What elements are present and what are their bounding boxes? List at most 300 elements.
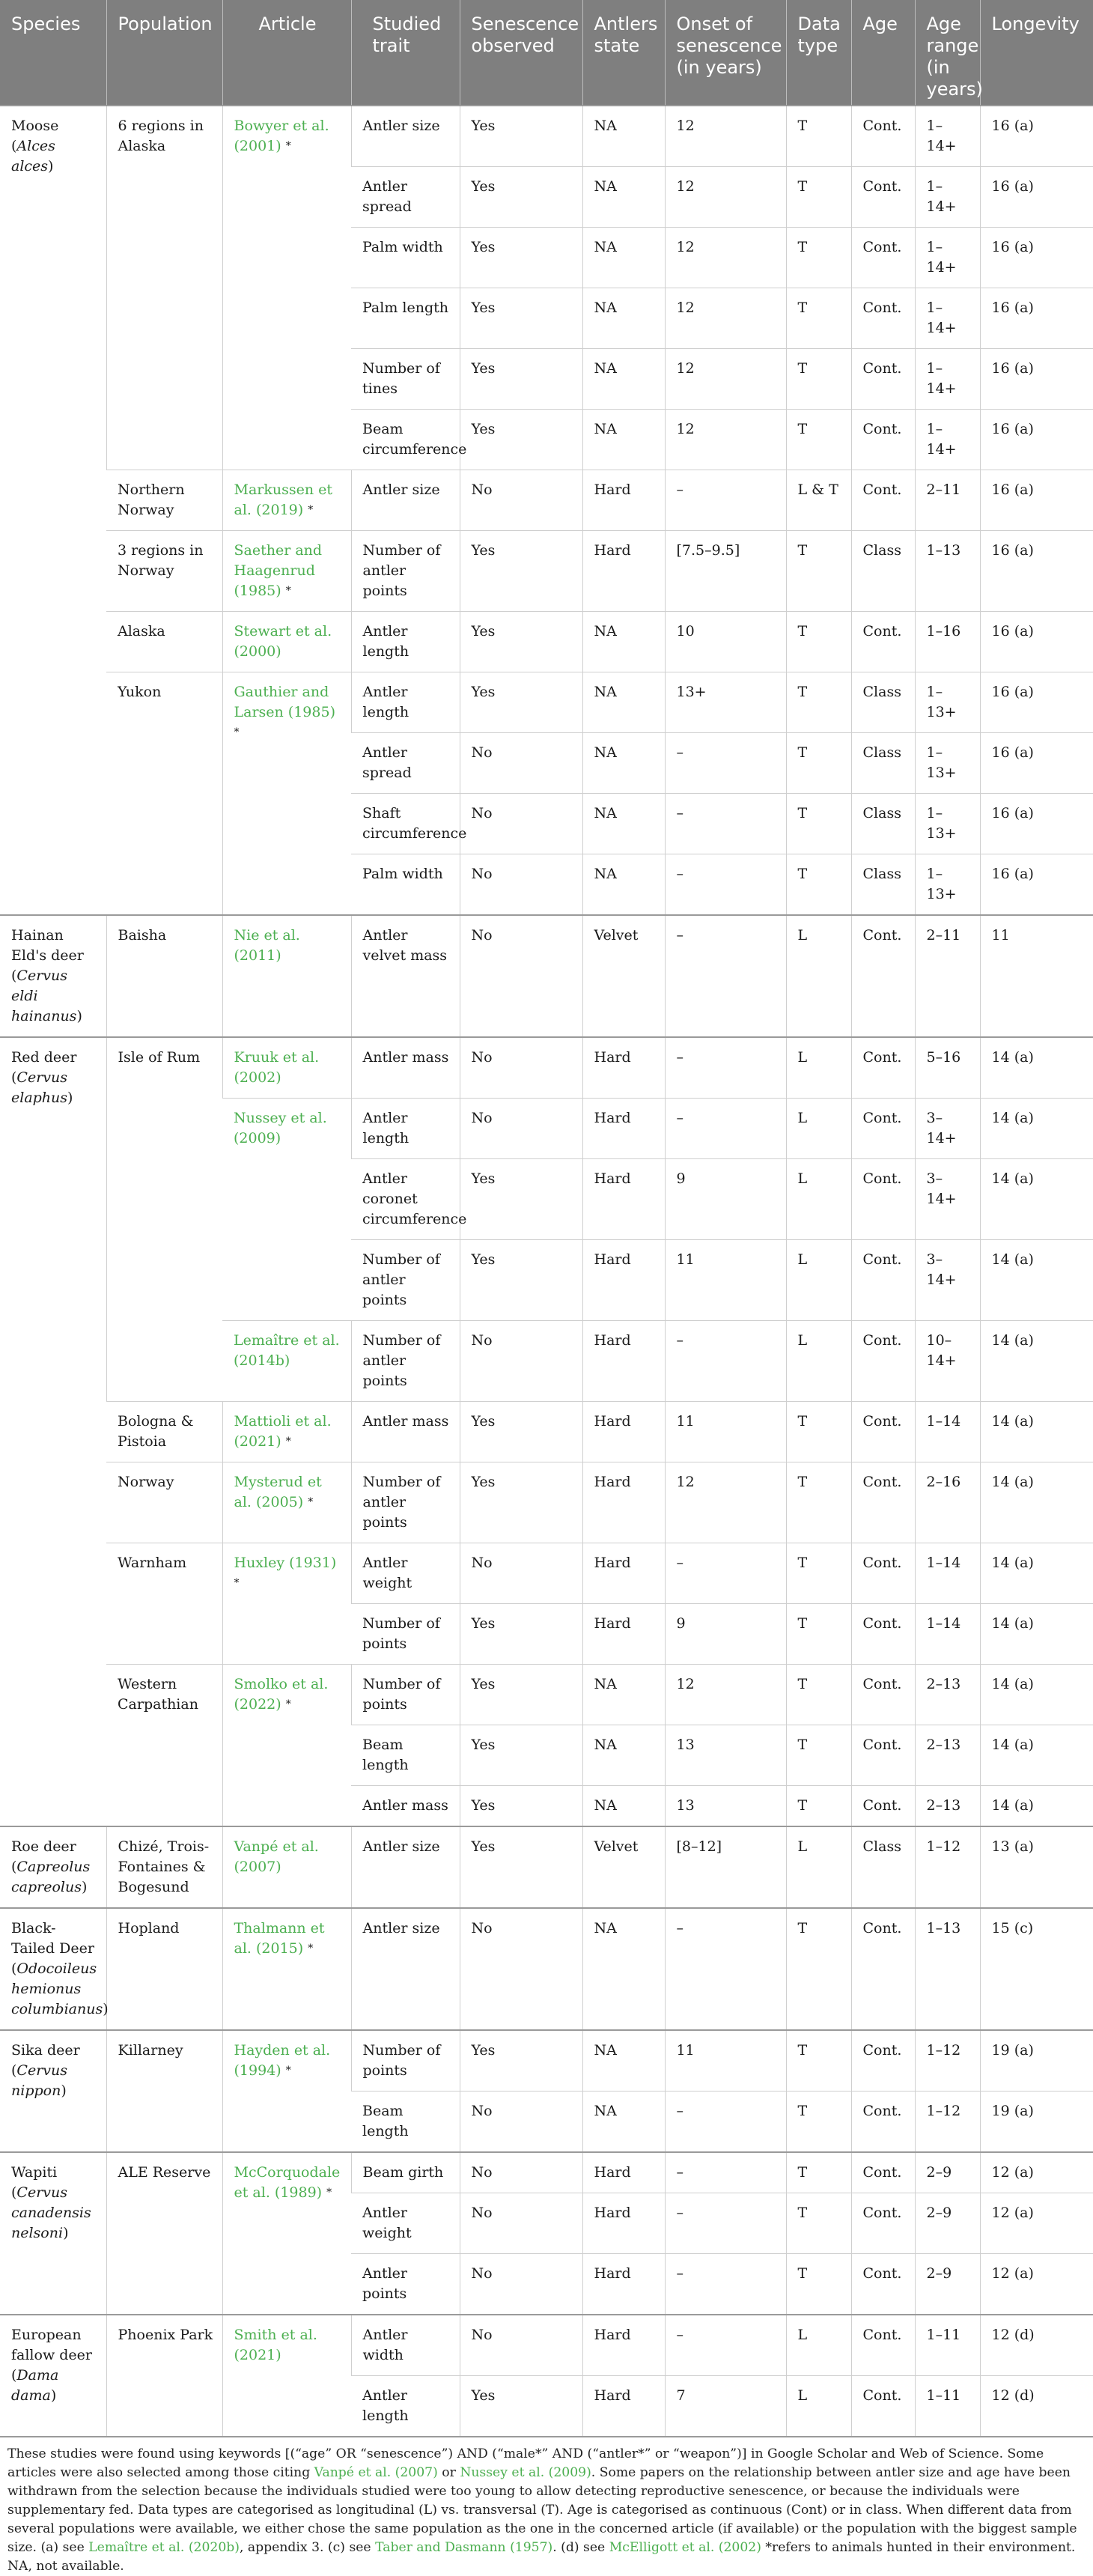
article-citation-link[interactable]: Stewart et al. (2000) — [234, 623, 332, 660]
trait-cell: Antler velvet mass — [351, 915, 460, 1037]
antlers-state-cell: NA — [582, 349, 665, 410]
species-name: Black-Tailed Deer — [11, 1920, 94, 1957]
population-cell: Western Carpathian — [106, 1665, 222, 1827]
trait-cell: Shaft circumference — [351, 794, 460, 854]
age-cell: Cont. — [851, 349, 915, 410]
table-row — [0, 1037, 1093, 1099]
data-type-cell: L — [786, 915, 851, 1037]
age-range-cell: 1–13+ — [915, 854, 980, 916]
longevity-cell: 16 (a) — [980, 612, 1093, 672]
age-cell: Cont. — [851, 2030, 915, 2092]
trait-cell: Beam circumference — [351, 410, 460, 470]
article-citation-link[interactable]: Nussey et al. (2009) — [234, 1110, 327, 1146]
age-range-cell: 2–11 — [915, 470, 980, 531]
antlers-state-cell: Velvet — [582, 915, 665, 1037]
article-cell — [222, 1037, 351, 1099]
antlers-state-cell: Hard — [582, 2254, 665, 2315]
longevity-cell: 12 (a) — [980, 2152, 1093, 2193]
col-article-header: Article — [222, 0, 351, 106]
population-cell: Phoenix Park — [106, 2315, 222, 2436]
population-cell: 6 regions in Alaska — [106, 106, 222, 470]
footnote-citation-vanpe[interactable]: Vanpé et al. (2007) — [314, 2465, 438, 2480]
age-range-cell: 1–14+ — [915, 228, 980, 288]
data-type-cell: L — [786, 1099, 851, 1159]
senescence-cell: Yes — [460, 672, 582, 733]
longevity-cell: 19 (a) — [980, 2030, 1093, 2092]
longevity-cell: 16 (a) — [980, 410, 1093, 470]
senescence-cell: Yes — [460, 2030, 582, 2092]
trait-cell: Antler size — [351, 1908, 460, 2030]
onset-cell: – — [665, 2315, 786, 2376]
data-type-cell: T — [786, 228, 851, 288]
longevity-cell: 14 (a) — [980, 1037, 1093, 1099]
age-range-cell: 1–14+ — [915, 410, 980, 470]
trait-cell: Antler width — [351, 2315, 460, 2376]
article-cell — [222, 1543, 351, 1665]
age-cell: Cont. — [851, 2315, 915, 2376]
onset-cell: 9 — [665, 1604, 786, 1665]
senescence-cell: No — [460, 2254, 582, 2315]
data-type-cell: L — [786, 1321, 851, 1402]
antlers-state-cell: NA — [582, 106, 665, 167]
senescence-cell: No — [460, 854, 582, 916]
table-row — [0, 1543, 1093, 1604]
longevity-cell: 14 (a) — [980, 1604, 1093, 1665]
age-range-cell: 1–14+ — [915, 167, 980, 228]
species-cell: Moose (Alces alces) — [0, 106, 106, 915]
senescence-cell: No — [460, 1037, 582, 1099]
species-scientific-name: Cervus canadensis nelsoni — [11, 2184, 91, 2241]
population-cell: Hopland — [106, 1908, 222, 2030]
table-row — [0, 1665, 1093, 1725]
species-scientific-name: Dama dama — [11, 2367, 59, 2404]
longevity-cell: 16 (a) — [980, 672, 1093, 733]
onset-cell: 12 — [665, 1462, 786, 1543]
antlers-state-cell: Hard — [582, 1543, 665, 1604]
species-scientific-name: Cervus elaphus — [11, 1069, 68, 1106]
onset-cell: 12 — [665, 288, 786, 349]
age-cell: Class — [851, 531, 915, 612]
senescence-cell: Yes — [460, 1604, 582, 1665]
age-range-cell: 1–14+ — [915, 106, 980, 167]
data-type-cell: T — [786, 2254, 851, 2315]
data-type-cell: T — [786, 1604, 851, 1665]
senescence-cell: No — [460, 1543, 582, 1604]
age-range-cell: 1–11 — [915, 2315, 980, 2376]
age-cell: Cont. — [851, 2152, 915, 2193]
data-type-cell: T — [786, 612, 851, 672]
longevity-cell: 11 — [980, 915, 1093, 1037]
senescence-cell: Yes — [460, 1402, 582, 1462]
antlers-state-cell: Hard — [582, 1159, 665, 1240]
data-type-cell: T — [786, 1786, 851, 1827]
trait-cell: Number of antler points — [351, 1462, 460, 1543]
article-citation-link[interactable]: Bowyer et al. (2001) — [234, 118, 329, 154]
data-type-cell: T — [786, 1665, 851, 1725]
data-type-cell: L & T — [786, 470, 851, 531]
col-data-type-header: Data type — [786, 0, 851, 106]
longevity-cell: 12 (d) — [980, 2376, 1093, 2437]
article-cell — [222, 531, 351, 612]
longevity-cell: 19 (a) — [980, 2092, 1093, 2153]
senescence-cell: Yes — [460, 1159, 582, 1240]
data-type-cell: T — [786, 1725, 851, 1786]
age-cell: Cont. — [851, 470, 915, 531]
trait-cell: Antler length — [351, 672, 460, 733]
species-cell: Red deer (Cervus elaphus) — [0, 1037, 106, 1826]
age-range-cell: 2–13 — [915, 1786, 980, 1827]
col-senescence-header: Senescence observed — [460, 0, 582, 106]
species-name: Sika deer — [11, 2042, 80, 2059]
age-cell: Cont. — [851, 1099, 915, 1159]
longevity-cell: 16 (a) — [980, 531, 1093, 612]
age-cell: Cont. — [851, 915, 915, 1037]
species-scientific-name: Odocoileus hemionus columbianus — [11, 1960, 103, 2017]
longevity-cell: 14 (a) — [980, 1159, 1093, 1240]
age-range-cell: 2–9 — [915, 2193, 980, 2254]
footnote-citation-taber[interactable]: Taber and Dasmann (1957) — [375, 2540, 553, 2555]
antlers-state-cell: NA — [582, 672, 665, 733]
trait-cell: Antler mass — [351, 1786, 460, 1827]
col-onset-header: Onset of senescence (in years) — [665, 0, 786, 106]
article-cell — [222, 1908, 351, 2030]
article-citation-link[interactable]: Markussen et al. (2019) — [234, 482, 333, 518]
data-type-cell: T — [786, 1543, 851, 1604]
article-citation-link[interactable]: Mattioli et al. (2021) — [234, 1413, 332, 1450]
senescence-cell: No — [460, 1321, 582, 1402]
onset-cell: 13 — [665, 1786, 786, 1827]
table-row — [0, 531, 1093, 612]
population-cell: 3 regions in Norway — [106, 531, 222, 612]
article-cell — [222, 1099, 351, 1321]
article-cell — [222, 1402, 351, 1462]
age-range-cell: 10–14+ — [915, 1321, 980, 1402]
age-cell: Cont. — [851, 1240, 915, 1321]
onset-cell: 12 — [665, 228, 786, 288]
article-citation-link[interactable]: Vanpé et al. (2007) — [234, 1838, 319, 1875]
age-range-cell: 1–13 — [915, 1908, 980, 2030]
antlers-state-cell: NA — [582, 288, 665, 349]
species-name: Wapiti — [11, 2164, 58, 2181]
age-cell: Cont. — [851, 1543, 915, 1604]
table-footnote — [0, 2436, 1093, 2576]
age-cell: Cont. — [851, 1604, 915, 1665]
hunted-marker: * — [285, 1698, 291, 1710]
onset-cell: 12 — [665, 167, 786, 228]
article-cell — [222, 672, 351, 916]
antlers-state-cell: NA — [582, 733, 665, 794]
antlers-state-cell: NA — [582, 1725, 665, 1786]
age-cell: Cont. — [851, 1908, 915, 2030]
footnote-citation-nussey[interactable]: Nussey et al. (2009) — [460, 2465, 591, 2480]
table-row — [0, 2315, 1093, 2376]
article-cell — [222, 2152, 351, 2315]
article-citation-link[interactable]: Nie et al. (2011) — [234, 927, 300, 964]
senescence-cell: Yes — [460, 167, 582, 228]
longevity-cell: 14 (a) — [980, 1462, 1093, 1543]
antlers-state-cell: Hard — [582, 1402, 665, 1462]
data-type-cell: L — [786, 1159, 851, 1240]
data-type-cell: T — [786, 672, 851, 733]
table-row — [0, 915, 1093, 1037]
trait-cell: Antler size — [351, 470, 460, 531]
data-type-cell: T — [786, 106, 851, 167]
article-cell — [222, 1321, 351, 1402]
senescence-cell: Yes — [460, 1240, 582, 1321]
article-citation-link[interactable]: Mysterud et al. (2005) — [234, 1474, 322, 1510]
longevity-cell: 14 (a) — [980, 1240, 1093, 1321]
footnote-text-5: . (d) see — [552, 2540, 609, 2555]
age-range-cell: 1–12 — [915, 2030, 980, 2092]
antlers-state-cell: Hard — [582, 470, 665, 531]
age-range-cell: 1–13+ — [915, 794, 980, 854]
footnote-text-1: These studies were found using keywords [(“age” OR “senescence”) AND (“male*” AND (“antler*” or “weapon”)] in Google Scholar and Web of Science. Some articles were also selected among those citing — [7, 2446, 1044, 2480]
age-cell: Cont. — [851, 288, 915, 349]
age-cell: Class — [851, 854, 915, 916]
age-cell: Cont. — [851, 106, 915, 167]
article-cell — [222, 1665, 351, 1827]
age-range-cell: 2–9 — [915, 2152, 980, 2193]
data-type-cell: T — [786, 2193, 851, 2254]
senescence-cell: No — [460, 733, 582, 794]
species-cell: Wapiti (Cervus canadensis nelsoni) — [0, 2152, 106, 2315]
trait-cell: Antler mass — [351, 1402, 460, 1462]
longevity-cell: 16 (a) — [980, 228, 1093, 288]
onset-cell: – — [665, 915, 786, 1037]
antlers-state-cell: Hard — [582, 1099, 665, 1159]
longevity-cell: 14 (a) — [980, 1786, 1093, 1827]
footnote-text-6: *refers to animals hunted in their environment. NA, not available. — [7, 2540, 1076, 2574]
senescence-cell: Yes — [460, 349, 582, 410]
age-cell: Cont. — [851, 1665, 915, 1725]
age-range-cell: 1–14 — [915, 1543, 980, 1604]
table-row — [0, 1826, 1093, 1908]
table-row — [0, 672, 1093, 733]
article-citation-link[interactable]: Hayden et al. (1994) — [234, 2042, 331, 2079]
antlers-state-cell: NA — [582, 1786, 665, 1827]
trait-cell: Beam length — [351, 2092, 460, 2153]
species-name: Moose — [11, 118, 59, 134]
age-cell: Cont. — [851, 228, 915, 288]
age-cell: Cont. — [851, 1159, 915, 1240]
article-citation-link[interactable]: Lemaître et al. (2014b) — [234, 1332, 340, 1369]
longevity-cell: 14 (a) — [980, 1543, 1093, 1604]
age-range-cell: 3–14+ — [915, 1159, 980, 1240]
senescence-cell: Yes — [460, 228, 582, 288]
article-citation-link[interactable]: McCorquodale et al. (1989) — [234, 2164, 341, 2201]
table-row — [0, 2152, 1093, 2193]
article-citation-link[interactable]: Saether and Haagenrud (1985) — [234, 542, 323, 599]
age-range-cell: 1–14 — [915, 1604, 980, 1665]
data-type-cell: T — [786, 733, 851, 794]
onset-cell: 12 — [665, 410, 786, 470]
trait-cell: Beam girth — [351, 2152, 460, 2193]
data-type-cell: L — [786, 1240, 851, 1321]
article-citation-link[interactable]: Thalmann et al. (2015) — [234, 1920, 325, 1957]
article-citation-link[interactable]: Smith et al. (2021) — [234, 2327, 317, 2363]
trait-cell: Beam length — [351, 1725, 460, 1786]
population-cell: Warnham — [106, 1543, 222, 1665]
data-type-cell: L — [786, 1037, 851, 1099]
article-citation-link[interactable]: Gauthier and Larsen (1985) — [234, 684, 335, 720]
senescence-cell: No — [460, 2152, 582, 2193]
data-type-cell: T — [786, 2030, 851, 2092]
age-cell: Cont. — [851, 1725, 915, 1786]
species-cell: Sika deer (Cervus nippon) — [0, 2030, 106, 2152]
onset-cell: – — [665, 1099, 786, 1159]
trait-cell: Antler points — [351, 2254, 460, 2315]
population-cell: Baisha — [106, 915, 222, 1037]
age-cell: Cont. — [851, 2092, 915, 2153]
article-cell — [222, 1826, 351, 1908]
trait-cell: Number of points — [351, 1665, 460, 1725]
article-cell — [222, 612, 351, 672]
species-cell: European fallow deer (Dama dama) — [0, 2315, 106, 2436]
table-row — [0, 106, 1093, 167]
population-cell: Alaska — [106, 612, 222, 672]
col-longevity-header: Longevity — [980, 0, 1093, 106]
data-type-cell: T — [786, 2152, 851, 2193]
longevity-cell: 16 (a) — [980, 349, 1093, 410]
age-cell: Cont. — [851, 1321, 915, 1402]
species-name: Roe deer — [11, 1838, 76, 1855]
senescence-cell: No — [460, 470, 582, 531]
data-type-cell: T — [786, 854, 851, 916]
data-type-cell: L — [786, 2315, 851, 2376]
species-name: Red deer — [11, 1049, 77, 1066]
trait-cell: Antler coronet circumference — [351, 1159, 460, 1240]
species-scientific-name: Cervus eldi hainanus — [11, 967, 77, 1024]
footnote-text-3: . Some papers on the relationship between antler size and age have been withdrawn from the selection because the individuals studied were too young to allow detecting reproductive senescence, or because the individuals were supplementary fed. Data types are categorised as longitudinal (L) vs. transversal (T). Age is categorised as continuous (Cont) or in class. When different data from several populations were available, we either chose the same population as the one in the concerned article (if available) or the population with the biggest sample size. (a) see — [7, 2465, 1077, 2555]
trait-cell: Antler length — [351, 1099, 460, 1159]
species-scientific-name: Cervus nippon — [11, 2062, 68, 2099]
antlers-state-cell: NA — [582, 228, 665, 288]
col-age-header: Age — [851, 0, 915, 106]
longevity-cell: 16 (a) — [980, 288, 1093, 349]
col-antlers-state-header: Antlers state — [582, 0, 665, 106]
data-type-cell: T — [786, 794, 851, 854]
antlers-state-cell: NA — [582, 1908, 665, 2030]
longevity-cell: 12 (a) — [980, 2193, 1093, 2254]
longevity-cell: 12 (a) — [980, 2254, 1093, 2315]
trait-cell: Antler weight — [351, 1543, 460, 1604]
onset-cell: – — [665, 2152, 786, 2193]
data-type-cell: T — [786, 410, 851, 470]
trait-cell: Palm width — [351, 228, 460, 288]
age-cell: Cont. — [851, 1037, 915, 1099]
trait-cell: Number of points — [351, 1604, 460, 1665]
header-row — [0, 0, 1093, 106]
footnote-citation-lemaitre[interactable]: Lemaître et al. (2020b) — [88, 2540, 240, 2555]
article-cell — [222, 1462, 351, 1543]
senescence-cell: Yes — [460, 106, 582, 167]
senescence-cell: Yes — [460, 1826, 582, 1908]
age-cell: Cont. — [851, 1786, 915, 1827]
trait-cell: Antler size — [351, 1826, 460, 1908]
onset-cell: – — [665, 2092, 786, 2153]
species-scientific-name: Capreolus capreolus — [11, 1859, 91, 1895]
age-range-cell: 2–13 — [915, 1665, 980, 1725]
onset-cell: – — [665, 1908, 786, 2030]
senescence-cell: No — [460, 2315, 582, 2376]
trait-cell: Palm length — [351, 288, 460, 349]
article-cell — [222, 2315, 351, 2436]
antlers-state-cell: Hard — [582, 531, 665, 612]
onset-cell: – — [665, 733, 786, 794]
onset-cell: [8–12] — [665, 1826, 786, 1908]
senescence-cell: No — [460, 1908, 582, 2030]
article-citation-link[interactable]: Huxley (1931) — [234, 1555, 337, 1571]
onset-cell: – — [665, 794, 786, 854]
age-range-cell: 1–13 — [915, 531, 980, 612]
table-row — [0, 1402, 1093, 1462]
hunted-marker: * — [285, 1436, 291, 1448]
age-range-cell: 2–11 — [915, 915, 980, 1037]
age-cell: Class — [851, 794, 915, 854]
longevity-cell: 14 (a) — [980, 1402, 1093, 1462]
onset-cell: 12 — [665, 106, 786, 167]
trait-cell: Number of tines — [351, 349, 460, 410]
age-cell: Cont. — [851, 612, 915, 672]
hunted-marker: * — [326, 2187, 332, 2199]
trait-cell: Palm width — [351, 854, 460, 916]
footnote-citation-mcelligott[interactable]: McElligott et al. (2002) — [609, 2540, 761, 2555]
antlers-state-cell: NA — [582, 794, 665, 854]
population-cell: Isle of Rum — [106, 1037, 222, 1402]
onset-cell: 10 — [665, 612, 786, 672]
onset-cell: 13 — [665, 1725, 786, 1786]
senescence-cell: Yes — [460, 1462, 582, 1543]
antlers-state-cell: Hard — [582, 1462, 665, 1543]
age-cell: Cont. — [851, 2376, 915, 2437]
onset-cell: – — [665, 854, 786, 916]
article-citation-link[interactable]: Kruuk et al. (2002) — [234, 1049, 320, 1086]
onset-cell: 13+ — [665, 672, 786, 733]
trait-cell: Antler length — [351, 2376, 460, 2437]
age-cell: Class — [851, 672, 915, 733]
longevity-cell: 16 (a) — [980, 854, 1093, 916]
longevity-cell: 16 (a) — [980, 106, 1093, 167]
antlers-state-cell: NA — [582, 2030, 665, 2092]
antlers-state-cell: NA — [582, 167, 665, 228]
col-trait-header: Studied trait — [351, 0, 460, 106]
onset-cell: 7 — [665, 2376, 786, 2437]
article-citation-link[interactable]: Smolko et al. (2022) — [234, 1676, 329, 1713]
table-body — [0, 106, 1093, 2436]
longevity-cell: 12 (d) — [980, 2315, 1093, 2376]
col-population-header: Population — [106, 0, 222, 106]
senescence-cell: Yes — [460, 531, 582, 612]
age-range-cell: 2–13 — [915, 1725, 980, 1786]
antlers-state-cell: Hard — [582, 1604, 665, 1665]
hunted-marker: * — [285, 2065, 291, 2077]
antlers-state-cell: Hard — [582, 2193, 665, 2254]
species-name: European fallow deer — [11, 2327, 92, 2363]
table-row — [0, 2030, 1093, 2092]
species-scientific-name: Alces alces — [11, 138, 55, 174]
onset-cell: – — [665, 1037, 786, 1099]
age-range-cell: 2–16 — [915, 1462, 980, 1543]
col-age-range-header: Age range (in years) — [915, 0, 980, 106]
trait-cell: Number of antler points — [351, 1240, 460, 1321]
age-cell: Cont. — [851, 1402, 915, 1462]
data-type-cell: T — [786, 288, 851, 349]
data-type-cell: T — [786, 2092, 851, 2153]
species-cell: Roe deer (Capreolus capreolus) — [0, 1826, 106, 1908]
senescence-cell: No — [460, 1099, 582, 1159]
antlers-state-cell: Hard — [582, 1037, 665, 1099]
longevity-cell: 16 (a) — [980, 794, 1093, 854]
